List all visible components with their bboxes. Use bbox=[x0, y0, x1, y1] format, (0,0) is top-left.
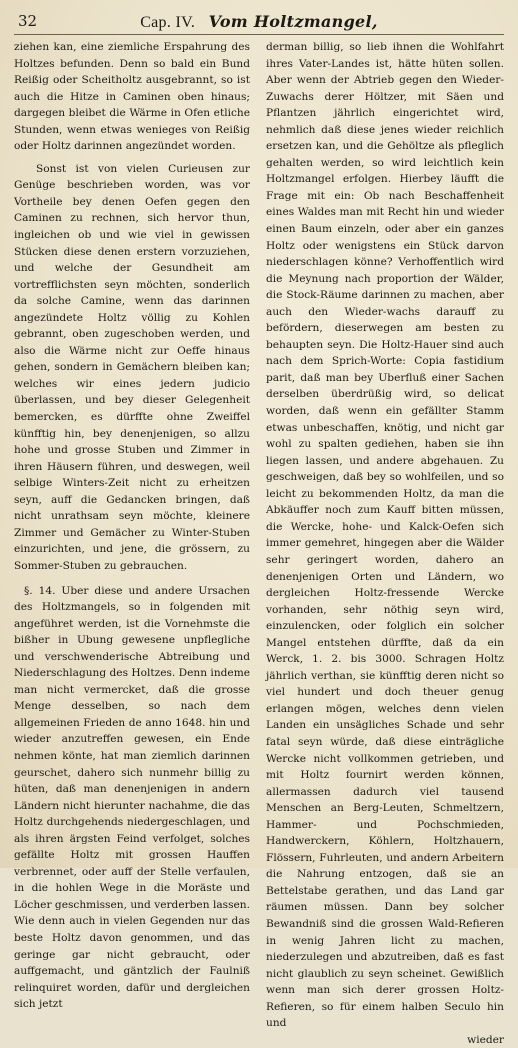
right-column bbox=[266, 39, 504, 1046]
page-header bbox=[14, 12, 504, 35]
chapter-title: Vom Holtzmangel, bbox=[208, 12, 378, 31]
left-paragraph-section-14: §. 14. Uber diese und andere Ursachen des Holtzmangels, so in folgenden mit angeführet werden, ist die Vornehmste die bißher in Ubung gewesene unpflegliche und verschwenderische Abtreibung und Niederschlagung des Holtzes. Denn indeme man nicht vermercket, daß die grosse Menge desselben, so nach dem allgemeinen Frieden de anno 1648. hin und wieder anzutreffen gewesen, ein Ende nehmen könte, hat man ziemlich darinnen geurschet, dahero sich nunmehr billig zu hüten, daß man denenjenigen in andern Ländern nicht hierunter nachahme, die das Holtz durchgehends niedergeschlagen, und als ihren ärgsten Feind verfolget, solches gefällte Holtz mit grossen Hauffen verbrennet, oder auff der Stelle verfaulen, in die hohlen Wege in die Moräste und Löcher geschmissen, und verderben lassen. Wie denn auch in vielen Gegenden nur das beste Holtz davon genommen, und das geringe gar nicht gebraucht, oder auffgemacht, und gäntzlich der Faulniß relinquiret worden, dafür und dergleichen sich jetzt bbox=[14, 584, 251, 1011]
left-paragraph-2: Sonst ist von vielen Curieusen zur Genüge beschrieben worden, was vor Vortheile bey denen Oefen gegen den Caminen zu rechnen, sich hervor thun, ingleichen ob und wie viel in gewissen Stücken diese denen erstern vorzuziehen, und welche der Gesundheit am vortrefflichsten seyn möchten, sonderlich da solche Camine, wenn das darinnen angezündete Holtz völlig zu Kohlen gebrannt, oben zugeschoben werden, und also die Wärme nicht zur Oeffe hinaus gehen, sondern in Gemächern bleiben kan; welches wir eines jedern judicio überlassen, und bey dieser Gelegenheit bemercken, es dürffte ohne Zweiffel künfftig hin, bey denenjenigen, so allzu hohe und grosse Stuben und Zimmer in ihren Häusern führen, und deswegen, weil selbige Winters-Zeit nicht zu erheitzen seyn, auff die Gedancken bringen, daß nicht unrathsam seyn möchte, kleinere Zimmer und Gemächer zu Winter-Stuben einzurichten, und jene, die grössern, zu Sommer-Stuben zu gebrauchen. bbox=[14, 162, 250, 572]
catchword: wieder bbox=[467, 1033, 504, 1046]
text-columns bbox=[14, 39, 504, 1046]
right-paragraph-1: derman billig, so lieb ihnen die Wohlfahrt ihres Vater-Landes ist, hätte hüten sollen. Aber wenn der Abtrieb gegen den Wieder-Zuwachs derer Höltzer, mit Säen und Pflantzen jährlich eingerichtet wird, nehmlich daß diese jenes wieder reichlich ersetzen kan, und die Gehöltze als pfleglich gehalten werden, so wird leichtlich kein Holtzmangel erfolgen. Hierbey läufft die Frage mit ein: Ob nach Beschaffenheit eines Waldes man mit Recht hin und wieder einen Baum einzeln, oder aber ein ganzes Holtz oder wenigstens ein Stück darvon niederschlagen könne? Verhoffentlich wird die Meynung nach proportion der Wälder, die Stock-Räume darinnen zu machen, aber auch den Wieder-wachs darauff zu befördern, dieserwegen am besten zu behaupten seyn. Die Holtz-Hauer sind auch nach dem Sprich-Worte: Copia fastidium parit, daß man bey Uberfluß einer Sachen derselben überdrüßig wird, so delicat worden, daß wenn ein gefällter Stamm etwas unbeschaffen, knötig, und nicht gar wohl zu spalten gediehen, haben sie ihn liegen lassen, und andere abgehauen. Zu geschweigen, daß bey so wohlfeilen, und so leicht zu bekommenden Holtz, da man die Abkäuffer noch zum Kauff bitten müssen, die Wercke, hohe- und Kalck-Oefen sich immer gemehret, hingegen aber die Wälder sehr geringert worden, dahero an denenjenigen Orten und Ländern, wo dergleichen Holtz-fressende Wercke vorhanden, sehr nöthig seyn wird, einzulencken, oder folglich ein solcher Mangel entstehen dürffte, daß da ein Werck, 1. 2. bis 3000. Schragen Holtz jährlich verthan, sie künfftig deren nicht so viel hundert und doch theuer genug erlangen mögen, welches denn vielen Landen ein unsägliches Schade und sehr fatal seyn würde, daß diese einträgliche Wercke nicht vollkommen getrieben, und mit Holtz fournirt werden können, allermassen dadurch viel tausend Menschen an Berg-Leuten, Schmeltzern, Hammer- und Pochschmieden, Handwerckern, Köhlern, Holtzhauern, Flössern, Fuhrleuten, und andern Arbeitern die Nahrung entzogen, daß sie an Bettelstabe gerathen, und das Land gar räumen müssen. Dann bey solcher Bewandniß sind die grossen Wald-Refieren in wenig Jahren licht zu machen, niederzulegen und abzutreiben, daß es fast nicht glaublich zu seyn scheinet. Gewißlich wenn man sich derer grossen Holtz-Refieren, so für einem halben Seculo hin und bbox=[266, 41, 504, 1030]
running-head bbox=[14, 12, 504, 32]
left-column bbox=[14, 39, 251, 1011]
chapter-label: Cap. IV. bbox=[140, 14, 196, 31]
page-number: 32 bbox=[18, 12, 38, 30]
left-paragraph-1: ziehen kan, eine ziemliche Erspahrung des Holtzes befunden. Denn so bald ein Bund Reißig oder Scheitholtz ausgebrannt, so ist auch die Hitze in Caminen oben hinaus; dargegen bleibet die Wärme in Ofen etliche Stunden, wenn etwas wenieges von Reißig oder Holtz darinnen angezündet worden. bbox=[14, 41, 250, 153]
